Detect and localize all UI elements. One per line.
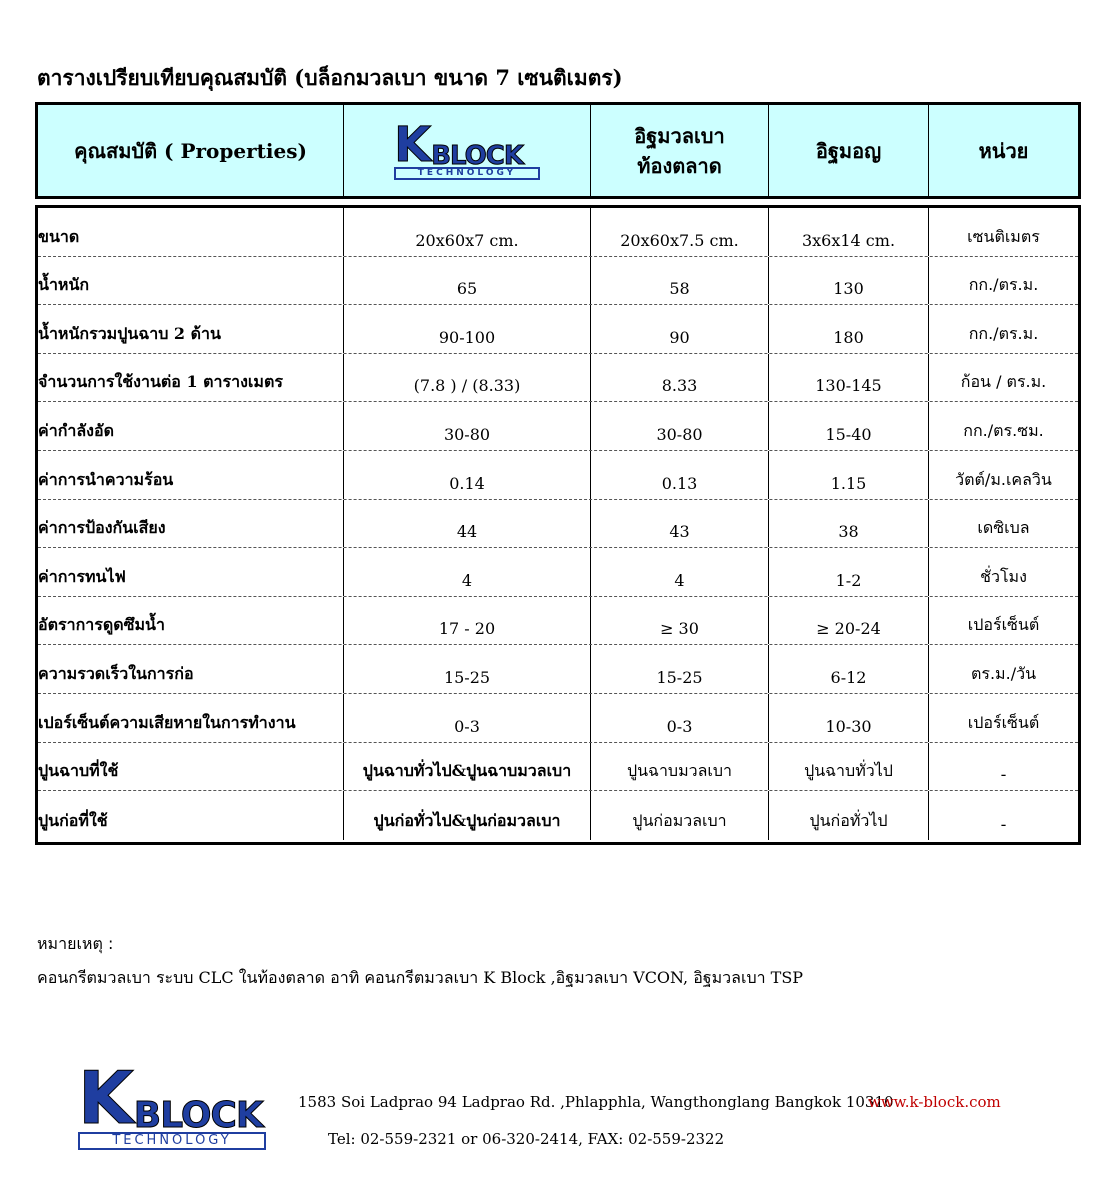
cell-market: 0-3 xyxy=(591,694,769,742)
cell-brick: ปูนก่อทั่วไป xyxy=(769,791,929,840)
table-row xyxy=(38,305,1078,354)
cell-brick: ปูนฉาบทั่วไป xyxy=(769,743,929,791)
header-clay-brick: อิฐมอญ xyxy=(769,105,929,196)
cell-brick: 6-12 xyxy=(769,645,929,693)
cell-prop: ปูนก่อที่ใช้ xyxy=(38,791,344,840)
cell-market: ปูนฉาบมวลเบา xyxy=(591,743,769,791)
cell-brick: 130-145 xyxy=(769,354,929,402)
cell-kblock: 0-3 xyxy=(344,694,591,742)
cell-brick: ≥ 20-24 xyxy=(769,597,929,645)
table-row xyxy=(38,645,1078,694)
cell-market: ปูนก่อมวลเบา xyxy=(591,791,769,840)
cell-unit: ตร.ม./วัน xyxy=(970,663,1036,683)
page-title: ตารางเปรียบเทียบคุณสมบัติ (บล็อกมวลเบา ขนาด 7 เซนติเมตร) xyxy=(37,65,623,90)
cell-unit: วัตต์/ม.เคลวิน xyxy=(955,469,1052,489)
cell-kblock: 90-100 xyxy=(344,305,591,353)
cell-unit: เปอร์เซ็นต์ xyxy=(967,712,1040,732)
cell-brick: 1.15 xyxy=(769,451,929,499)
cell-market: 20x60x7.5 cm. xyxy=(591,208,769,256)
table-row xyxy=(38,597,1078,646)
cell-brick: 15-40 xyxy=(769,402,929,450)
cell-brick: 38 xyxy=(769,500,929,548)
cell-kblock: 15-25 xyxy=(344,645,591,693)
cell-unit: กก./ตร.ม. xyxy=(968,323,1039,343)
comparison-table xyxy=(35,205,1081,845)
cell-kblock: 0.14 xyxy=(344,451,591,499)
cell-prop: อัตราการดูดซึมน้ำ xyxy=(38,597,344,645)
cell-brick: 130 xyxy=(769,257,929,305)
header-kblock xyxy=(344,105,591,196)
cell-market: 15-25 xyxy=(591,645,769,693)
cell-prop: จำนวนการใช้งานต่อ 1 ตารางเมตร xyxy=(38,354,344,402)
header-unit: หน่วย xyxy=(978,138,1029,163)
cell-kblock: 30-80 xyxy=(344,402,591,450)
notes-title: หมายเหตุ : xyxy=(37,934,114,953)
cell-brick: 180 xyxy=(769,305,929,353)
cell-unit: - xyxy=(1000,765,1007,785)
header-market-brick: อิฐมวลเบา ท้องตลาด xyxy=(591,105,769,196)
cell-kblock: ปูนก่อทั่วไป&ปูนก่อมวลเบา xyxy=(344,791,591,840)
table-row xyxy=(38,548,1078,597)
table-row xyxy=(38,354,1078,403)
header-properties: คุณสมบัติ ( Properties) xyxy=(38,105,344,196)
cell-prop: น้ำหนักรวมปูนฉาบ 2 ด้าน xyxy=(38,305,344,353)
cell-market: 0.13 xyxy=(591,451,769,499)
cell-prop: ค่าการนำความร้อน xyxy=(38,451,344,499)
cell-brick: 3x6x14 cm. xyxy=(769,208,929,256)
cell-market: 43 xyxy=(591,500,769,548)
cell-unit: กก./ตร.ม. xyxy=(968,275,1039,295)
table-row xyxy=(38,694,1078,743)
cell-kblock: (7.8 ) / (8.33) xyxy=(344,354,591,402)
table-row xyxy=(38,451,1078,500)
cell-prop: ค่าการทนไฟ xyxy=(38,548,344,596)
cell-unit: กก./ตร.ซม. xyxy=(963,420,1044,440)
table-row xyxy=(38,500,1078,549)
footer-contact: Tel: 02-559-2321 or 06-320-2414, FAX: 02-559-2322 xyxy=(328,1130,725,1148)
cell-unit: เดซิเบล xyxy=(977,518,1030,538)
cell-unit: เซนติเมตร xyxy=(967,226,1040,246)
cell-brick: 10-30 xyxy=(769,694,929,742)
cell-prop: ค่ากำลังอัด xyxy=(38,402,344,450)
cell-prop: เปอร์เซ็นต์ความเสียหายในการทำงาน xyxy=(38,694,344,742)
cell-kblock: 4 xyxy=(344,548,591,596)
cell-market: 4 xyxy=(591,548,769,596)
cell-unit: ก้อน / ตร.ม. xyxy=(960,372,1047,392)
cell-prop: ความรวดเร็วในการก่อ xyxy=(38,645,344,693)
cell-kblock: 20x60x7 cm. xyxy=(344,208,591,256)
cell-brick: 1-2 xyxy=(769,548,929,596)
cell-market: 8.33 xyxy=(591,354,769,402)
table-row xyxy=(38,208,1078,257)
cell-market: 58 xyxy=(591,257,769,305)
cell-kblock: ปูนฉาบทั่วไป&ปูนฉาบมวลเบา xyxy=(344,743,591,791)
footer-website-link[interactable]: www.k-block.com xyxy=(868,1093,1001,1111)
cell-prop: น้ำหนัก xyxy=(38,257,344,305)
cell-prop: ค่าการป้องกันเสียง xyxy=(38,500,344,548)
cell-unit: - xyxy=(1000,814,1007,834)
table-row xyxy=(38,791,1078,840)
kblock-logo: K BLOCK TECHNOLOGY xyxy=(394,121,540,180)
cell-kblock: 65 xyxy=(344,257,591,305)
table-row xyxy=(38,257,1078,306)
cell-prop: ขนาด xyxy=(38,208,344,256)
cell-unit: เปอร์เซ็นต์ xyxy=(967,615,1040,635)
table-row xyxy=(38,743,1078,792)
cell-prop: ปูนฉาบที่ใช้ xyxy=(38,743,344,791)
cell-market: 30-80 xyxy=(591,402,769,450)
notes-text: คอนกรีตมวลเบา ระบบ CLC ในท้องตลาด อาทิ คอนกรีตมวลเบา K Block ,อิฐมวลเบา VCON, อิฐมวลเบา TSP xyxy=(37,968,804,987)
table-header xyxy=(35,102,1081,199)
footer-logo: K BLOCK TECHNOLOGY xyxy=(78,1062,266,1150)
cell-market: 90 xyxy=(591,305,769,353)
cell-kblock: 17 - 20 xyxy=(344,597,591,645)
table-row xyxy=(38,402,1078,451)
cell-market: ≥ 30 xyxy=(591,597,769,645)
footer-address: 1583 Soi Ladprao 94 Ladprao Rd. ,Phlapphla, Wangthonglang Bangkok 10310 xyxy=(298,1093,894,1111)
cell-unit: ชั่วโมง xyxy=(980,566,1027,586)
cell-kblock: 44 xyxy=(344,500,591,548)
